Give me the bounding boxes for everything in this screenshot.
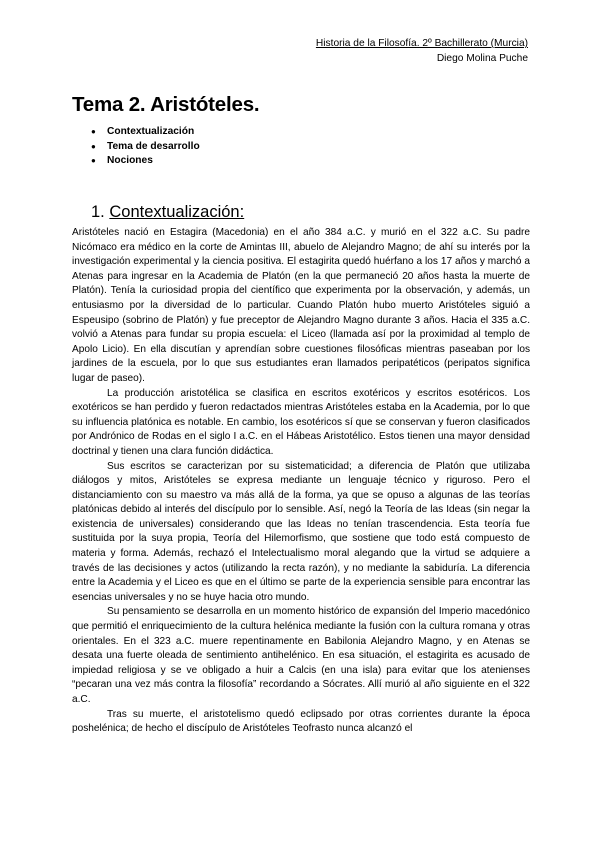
page-header xyxy=(316,37,528,66)
toc-item: ● Nociones xyxy=(91,154,200,169)
toc-item: ● Contextualización xyxy=(91,125,200,140)
page-title: Tema 2. Aristóteles. xyxy=(72,93,260,116)
body-text xyxy=(72,226,530,737)
paragraph: Su pensamiento se desarrolla en un momento histórico de expansión del Imperio macedónico que permitió el enriquecimiento de la cultura helénica mediante la fusión con la cultura romana y otras orientales. En el 323 a.C. muere repentinamente en Babilonia Alejandro Magno, y en Atenas se desata una fuerte oleada de sentimiento antihelénico. En esa situación, el estagirita es acusado de impiedad religiosa y se ve obligado a huir a Calcis (en una isla) para evitar que los atenienses “pecaran una vez más contra la filosofía” recordando a Sócrates. Allí murió al año siguiente en el 322 a.C. xyxy=(72,606,530,705)
header-author: Diego Molina Puche xyxy=(436,52,528,64)
bullet-icon: ● xyxy=(91,127,96,136)
paragraph: La producción aristotélica se clasifica en escritos exotéricos y escritos esotéricos. Los exotéricos se han perdido y fueron redactados mientras Aristóteles estaba en la Academia, por lo que su influencia platónica es notable. En cambio, los esotéricos sí que se conservan y fueron clasificados por Andrónico de Rodas en el siglo I a.C. en el Hábeas Aristotélico. Estos tienen una mayor densidad doctrinal y tienen una clara función didáctica. xyxy=(72,387,530,457)
table-of-contents xyxy=(91,125,200,169)
section-number: 1. xyxy=(91,203,110,221)
bullet-icon: ● xyxy=(91,141,96,151)
section-heading xyxy=(91,203,244,222)
paragraph: Sus escritos se caracterizan por su sistematicidad; a diferencia de Platón que utilizaba diálogos y mitos, Aristóteles se expresa mediante un lenguaje técnico y riguroso. Pero el distanciamiento con su maestro va más allá de la forma, ya que se opuso a algunas de las teorías platónicas debido al interés del discípulo por lo sensible. Así, negó la Teoría de las Ideas (sin negar la existencia de universales) considerando que las Ideas no tenían trascendencia. Esta teoría fue sustituida por la suya propia, Teoría del Hilemorfismo, que sostiene que todo está compuesto de materia y forma. Además, rechazó el Intelectualismo moral alegando que la virtud se adquiere a través de las decisiones y actos (utilizando la recta razón), y no mediante la sabiduría. La diferencia entre la Academia y el Liceo es que en el último se parte de la experiencia sensible para encontrar las esencias universales y no se huye hacia otro mundo. xyxy=(72,460,530,603)
bullet-icon: ● xyxy=(91,156,96,166)
header-course: Historia de la Filosofía. 2º Bachillerato (Murcia) xyxy=(315,38,528,49)
paragraph: Tras su muerte, el aristotelismo quedó eclipsado por otras corrientes durante la época poshelénica; de hecho el discípulo de Aristóteles Teofrasto nunca alcanzó el xyxy=(72,708,530,735)
toc-item: ● Tema de desarrollo xyxy=(91,140,200,155)
section-title: Contextualización: xyxy=(109,203,245,221)
paragraph: Aristóteles nació en Estagira (Macedonia) en el año 384 a.C. y murió en el 322 a.C. Su padre Nicómaco era médico en la corte de Amintas III, abuelo de Alejandro Magno; de ahí su interés por la investigación experimental y la ciencia positiva. El estagirita quedó huérfano a los 17 años y marchó a Atenas para ingresar en la Academia de Platón (en la que permaneció 20 años hasta la muerte de Platón). Tenía la curiosidad propia del científico que experimenta por la observación, y además, un entusiasmo por la diversidad de lo particular. Cuando Platón hubo muerto Aristóteles siguió a Espeusipo (sobrino de Platón) y fue preceptor de Alejandro Magno durante 3 años. Hacia el 335 a.C. volvió a Atenas para fundar su propia escuela: el Liceo (llamada así por la proximidad al templo de Apolo Licio). En ella discutían y aprendían sobre cuestiones filosóficas mientras paseaban por los jardines de la escuela, por lo que sus estudiantes eran llamados peripatéticos (peripatos significa lugar de paseo). xyxy=(72,227,530,384)
